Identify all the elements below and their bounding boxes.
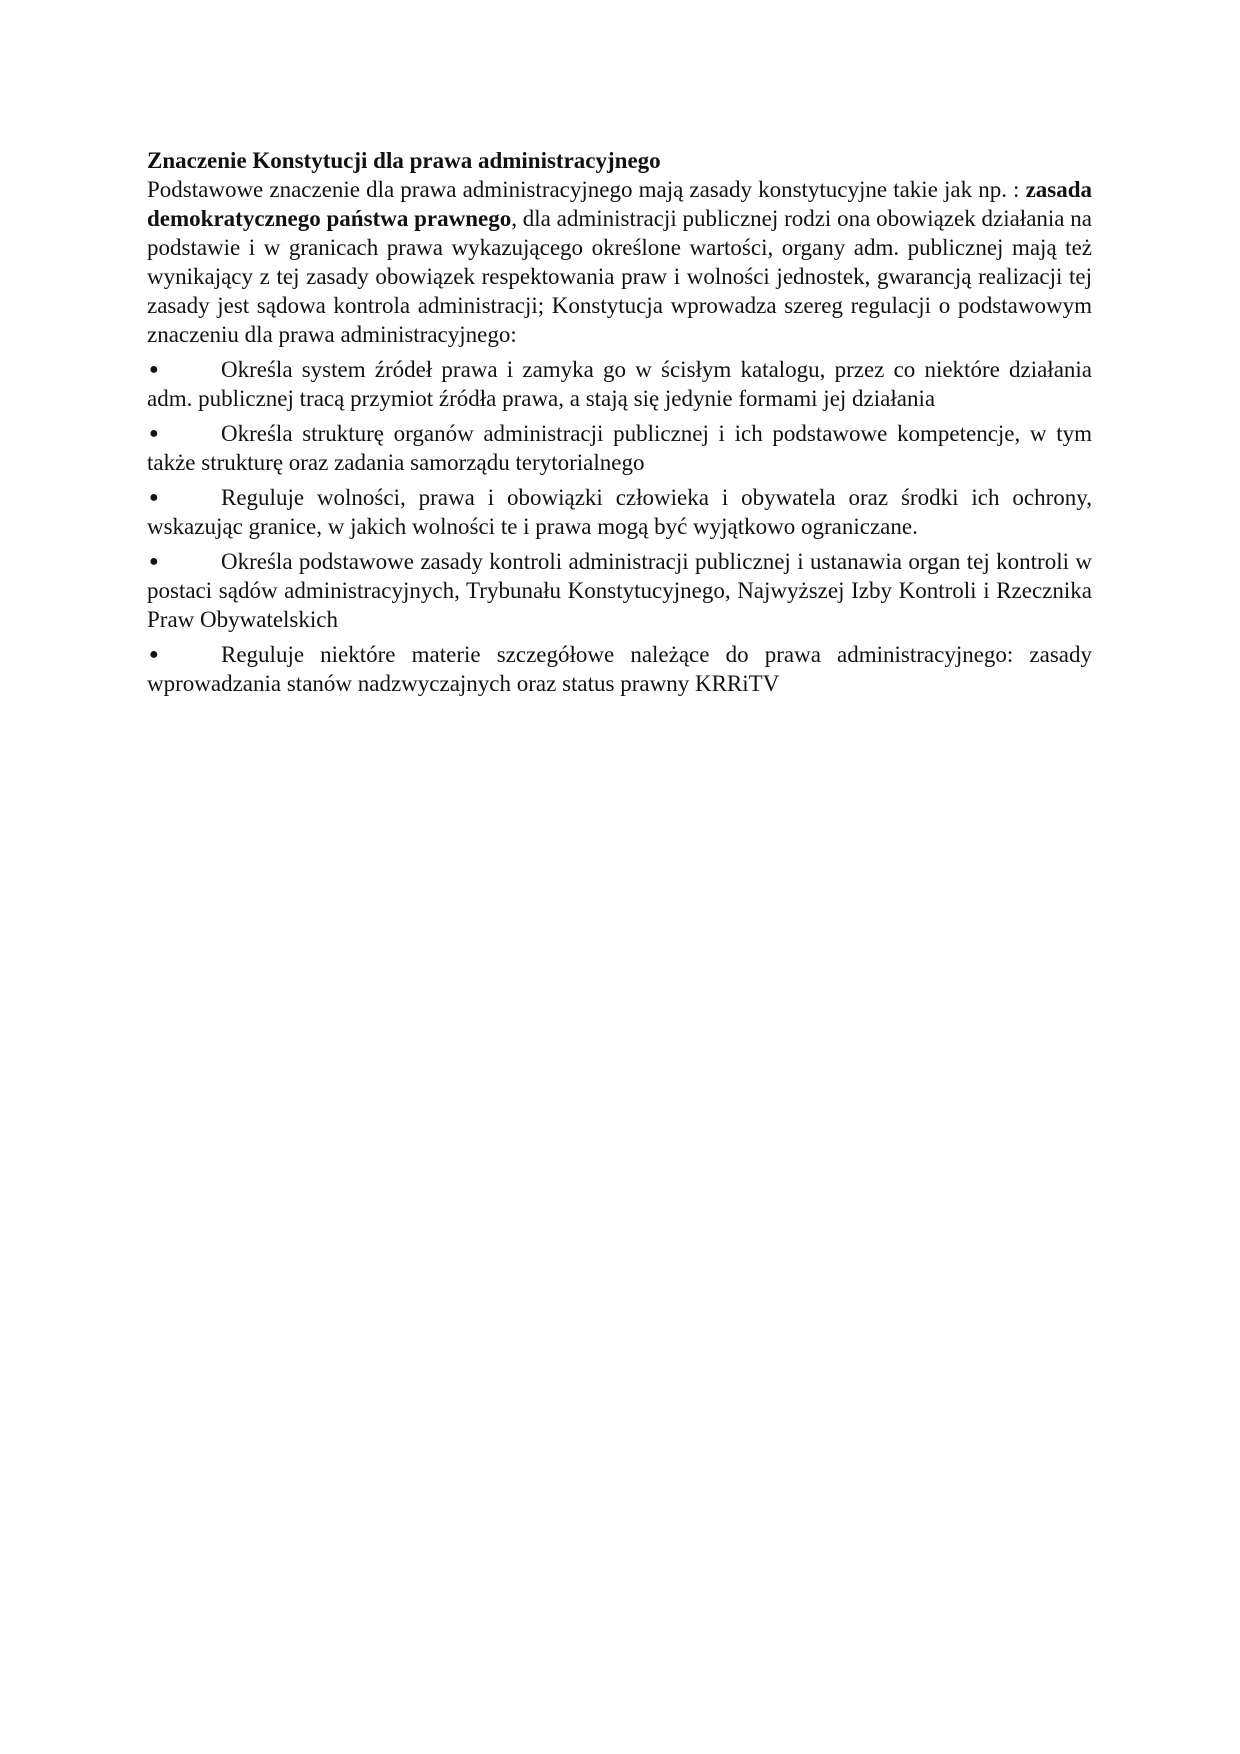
bullet-text: Określa system źródeł prawa i zamyka go w ścisłym katalogu, przez co niektóre działania adm. publicznej tracą przymiot źródła prawa, a stają się jedynie formami jej działania [147, 357, 1092, 411]
bullet-icon: ● [149, 489, 159, 506]
bullet-item [147, 483, 1092, 541]
intro-lead: Podstawowe znaczenie dla prawa administracyjnego mają zasady konstytucyjne takie jak np. : [147, 177, 1020, 202]
intro-paragraph [147, 175, 1092, 349]
document-page [147, 146, 1092, 698]
bullet-text: Określa strukturę organów administracji publicznej i ich podstawowe kompetencje, w tym także strukturę oraz zadania samorządu terytorialnego [147, 421, 1092, 475]
bullet-text: Reguluje niektóre materie szczegółowe należące do prawa administracyjnego: zasady wprowadzania stanów nadzwyczajnych oraz status prawny KRRiTV [147, 642, 1092, 696]
bullet-item [147, 640, 1092, 698]
bullet-icon: ● [149, 361, 159, 378]
intro-rest: , dla administracji publicznej rodzi ona obowiązek działania na podstawie i w granicach prawa wykazującego określone wartości, organy adm. publicznej mają też wynikający z tej zasady obowiązek respektowania praw i wolności jednostek, gwarancją realizacji tej zasady jest sądowa kontrola administracji; Konstytucja wprowadza szereg regulacji o podstawowym znaczeniu dla prawa administracyjnego: [147, 206, 1092, 347]
bullet-item [147, 547, 1092, 634]
bullet-icon: ● [149, 553, 159, 570]
bullet-icon: ● [149, 425, 159, 442]
document-title: Znaczenie Konstytucji dla prawa administracyjnego [147, 148, 661, 173]
bullet-item [147, 419, 1092, 477]
bullet-icon: ● [149, 646, 159, 663]
intro-bold-term: zasada demokratycznego państwa prawnego [147, 177, 1093, 231]
bullet-text: Reguluje wolności, prawa i obowiązki człowieka i obywatela oraz środki ich ochrony, wskazując granice, w jakich wolności te i prawa mogą być wyjątkowo ograniczane. [147, 485, 1092, 539]
bullet-text: Określa podstawowe zasady kontroli administracji publicznej i ustanawia organ tej kontroli w postaci sądów administracyjnych, Trybunału Konstytucyjnego, Najwyższej Izby Kontroli i Rzecznika Praw Obywatelskich [147, 549, 1092, 632]
bullet-item [147, 355, 1092, 413]
